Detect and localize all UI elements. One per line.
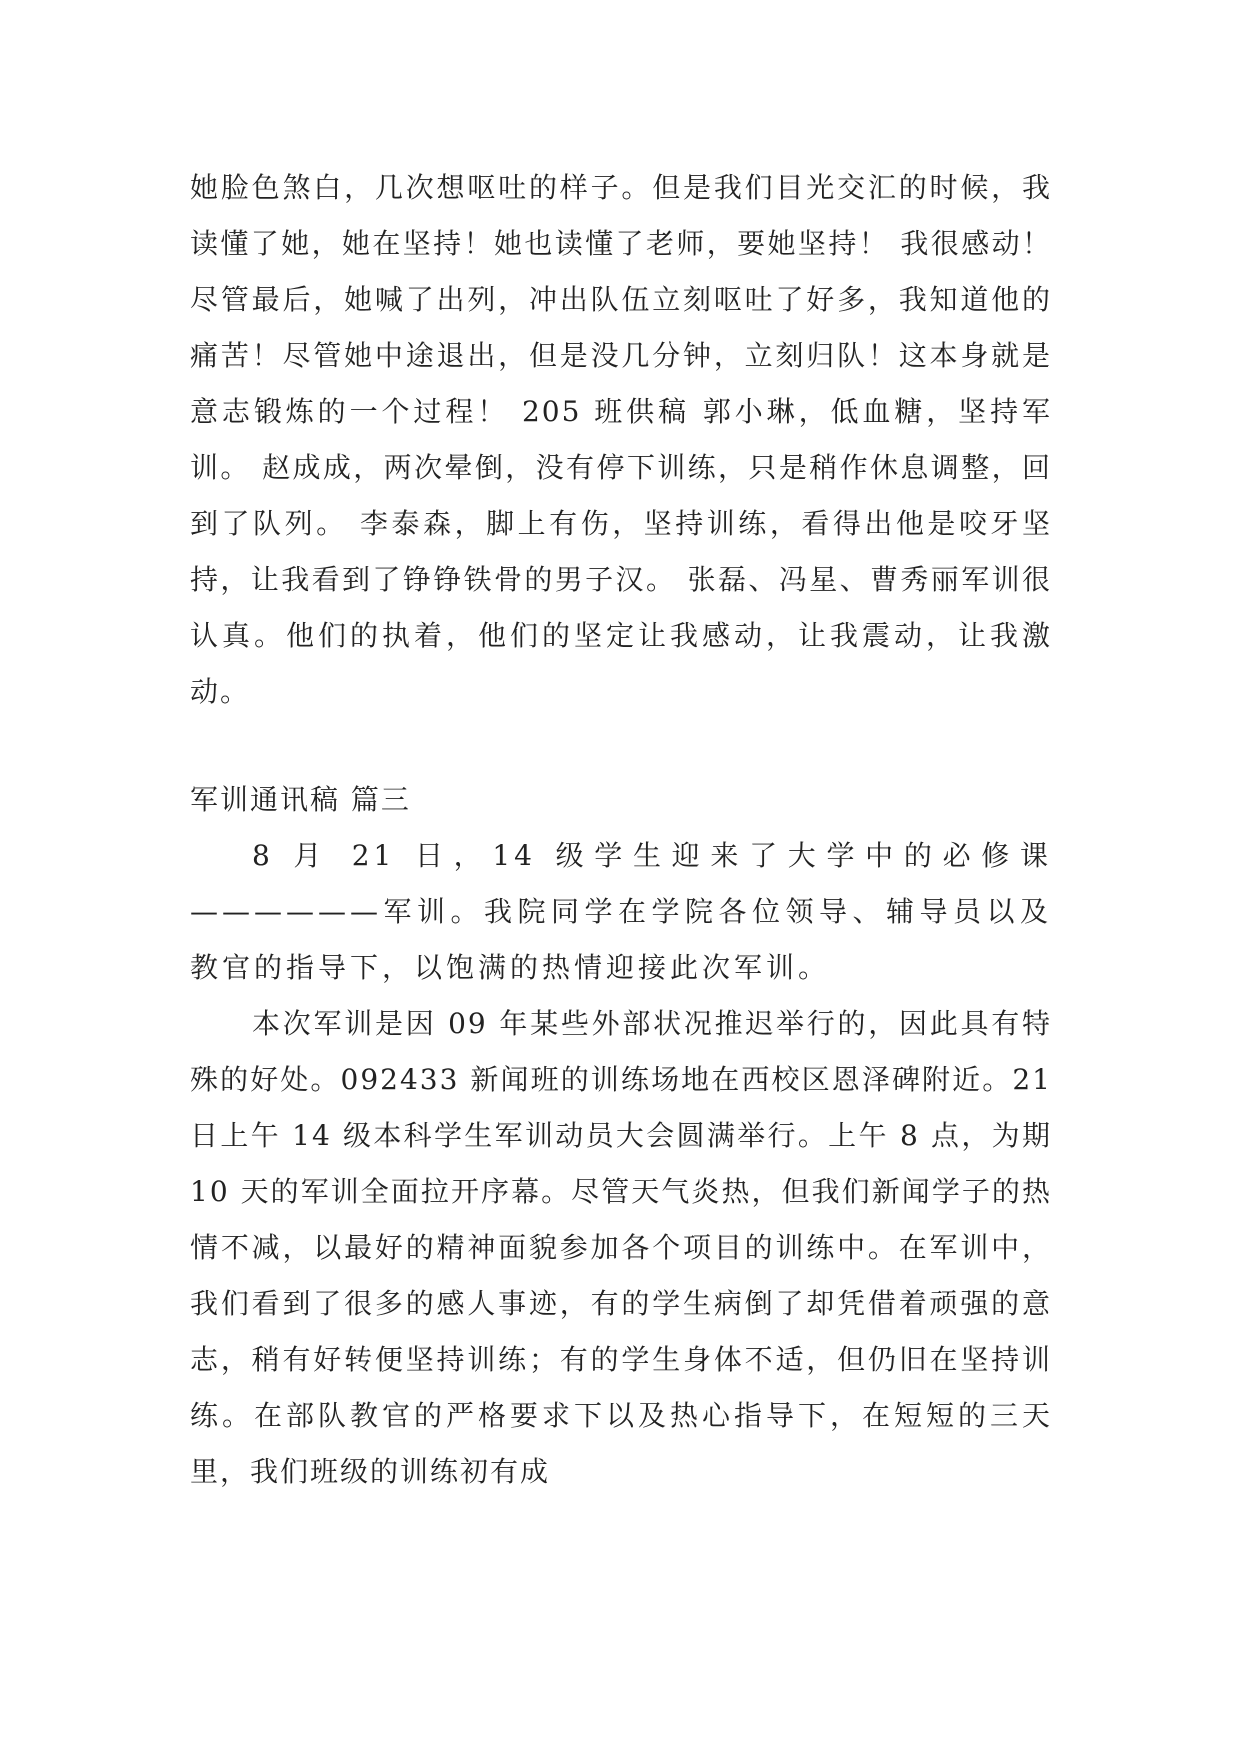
continuation-paragraph: 她脸色煞白，几次想呕吐的样子。但是我们目光交汇的时候，我读懂了她，她在坚持！她也读懂了老师，要她坚持！ 我很感动！尽管最后，她喊了出列，冲出队伍立刻呕吐了好多，我知道他的痛苦！尽管她中途退出，但是没几分钟，立刻归队！这本身就是意志锻炼的一个过程！ 205 班供稿 郭小琳，低血糖，坚持军训。 赵成成，两次晕倒，没有停下训练，只是稍作休息调整，回到了队列。 李泰森，脚上有伤，坚持训练，看得出他是咬牙坚持，让我看到了铮铮铁骨的男子汉。 张磊、冯星、曹秀丽军训很认真。他们的执着，他们的坚定让我感动，让我震动，让我激动。 <box>190 171 1052 708</box>
document-page <box>190 160 1052 1500</box>
body-paragraph-2: 本次军训是因 09 年某些外部状况推迟举行的，因此具有特殊的好处。092433 新闻班的训练场地在西校区恩泽碑附近。21 日上午 14 级本科学生军训动员大会圆满举行。上午 8 点，为期 10 天的军训全面拉开序幕。尽管天气炎热，但我们新闻学子的热情不减，以最好的精神面貌参加各个项目的训练中。在军训中，我们看到了很多的感人事迹，有的学生病倒了却凭借着顽强的意志，稍有好转便坚持训练；有的学生身体不适，但仍旧在坚持训练。在部队教官的严格要求下以及热心指导下，在短短的三天里，我们班级的训练初有成 <box>190 1007 1052 1488</box>
body-paragraph-1: 8 月 21 日，14 级学生迎来了大学中的必修课——————军训。我院同学在学院各位领导、辅导员以及教官的指导下，以饱满的热情迎接此次军训。 <box>190 839 1052 984</box>
section-heading: 军训通讯稿 篇三 <box>190 783 411 816</box>
